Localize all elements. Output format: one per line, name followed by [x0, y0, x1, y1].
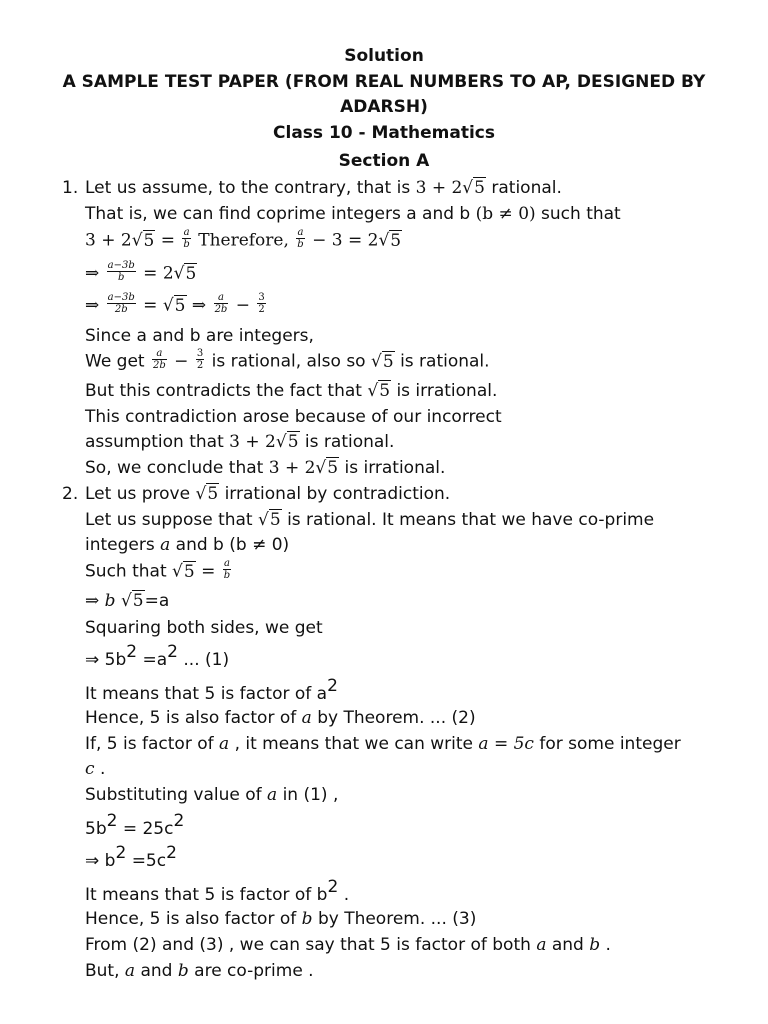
q1-line-8: But this contradicts the fact that √5 is irrational.: [85, 381, 498, 401]
section-heading: Section A: [338, 151, 430, 171]
q2-line-5: ⇒ b √5=a: [85, 591, 170, 611]
class-heading: Class 10 - Mathematics: [273, 123, 495, 143]
q2-line-6: Squaring both sides, we get: [85, 618, 323, 638]
q2-line-10: If, 5 is factor of a , it means that we can write a = 5c for some integer: [85, 734, 681, 754]
q2-line-18: But, a and b are co-prime .: [85, 961, 314, 981]
q1-line-7: We get $\frac{a}{2b}$ − $\frac{3}{2}$ is rational, also so √5 is rational.: [85, 348, 490, 372]
q2-line-16: Hence, 5 is also factor of b by Theorem. ... (3): [85, 909, 477, 929]
q2-line-17: From (2) and (3) , we can say that 5 is factor of both a and b .: [85, 935, 611, 955]
q2-line-9: Hence, 5 is also factor of a by Theorem. ... (2): [85, 708, 476, 728]
q1-line-5: ⇒ $\frac{a-3b}{2b}$ = √5 ⇒ $\frac{a}{2b}$ − $\frac{3}{2}$: [85, 292, 265, 316]
q2-number: 2.: [62, 484, 79, 504]
q1-line-9: This contradiction arose because of our incorrect: [85, 407, 502, 427]
q2-line-7: ⇒ 5b2 =a2 ... (1): [85, 642, 230, 670]
q1-line-11: So, we conclude that 3 + 2√5 is irrational.: [85, 458, 446, 478]
q1-line-6: Since a and b are integers,: [85, 326, 314, 346]
q1-line-1: Let us assume, to the contrary, that is 3 + 2√5 rational.: [85, 178, 562, 198]
q1-line-2: That is, we can find coprime integers a and b (b ≠ 0) such that: [85, 204, 621, 224]
q2-line-4: Such that √5 = $\frac{a}{b}$: [85, 558, 231, 582]
paper-title-line1: A SAMPLE TEST PAPER (FROM REAL NUMBERS TO AP, DESIGNED BY: [62, 72, 706, 92]
q2-line-1: Let us prove √5 irrational by contradiction.: [85, 484, 451, 504]
q1-line-10: assumption that 3 + 2√5 is rational.: [85, 432, 395, 452]
q2-line-2: Let us suppose that √5 is rational. It means that we have co-prime: [85, 510, 655, 530]
q1-line-3: 3 + 2√5 = $\frac{a}{b}$ Therefore, $\frac{a}{b}$ − 3 = 2√5: [85, 227, 402, 251]
q2-line-8: It means that 5 is factor of a2: [85, 676, 338, 704]
q2-line-3: integers a and b (b ≠ 0): [85, 535, 290, 555]
q1-line-4: ⇒ $\frac{a-3b}{b}$ = 2√5: [85, 260, 197, 284]
q2-line-12: Substituting value of a in (1) ,: [85, 785, 339, 805]
q2-line-14: ⇒ b2 =5c2: [85, 843, 177, 871]
q2-line-13: 5b2 = 25c2: [85, 811, 185, 839]
page-title: Solution: [344, 46, 424, 66]
q2-line-11: c .: [85, 759, 106, 779]
paper-title-line2: ADARSH): [340, 97, 428, 117]
q2-line-15: It means that 5 is factor of b2 .: [85, 877, 350, 905]
q1-number: 1.: [62, 178, 79, 198]
